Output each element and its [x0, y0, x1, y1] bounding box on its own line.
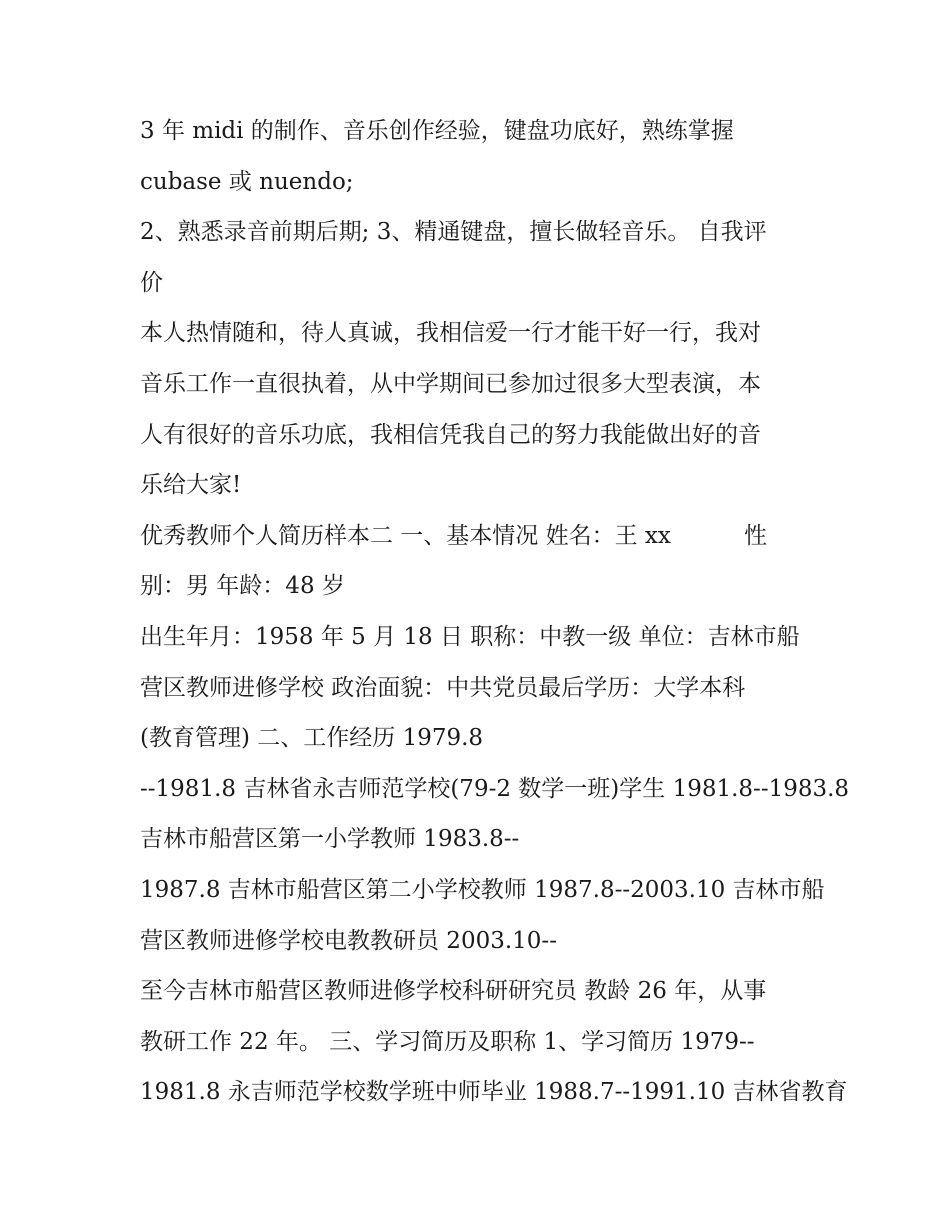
- text-line: 音乐工作一直很执着，从中学期间已参加过很多大型表演，本: [140, 370, 761, 397]
- text-line: 优秀教师个人简历样本二 一、基本情况 姓名：王 xx 性: [140, 522, 767, 549]
- text-line: 出生年月：1958 年 5 月 18 日 职称：中教一级 单位：吉林市船: [140, 623, 800, 650]
- text-line: 营区教师进修学校 政治面貌：中共党员最后学历：大学本科: [140, 674, 746, 701]
- text-line: 吉林市船营区第一小学教师 1983.8--: [140, 826, 520, 853]
- text-line: 本人热情随和，待人真诚，我相信爱一行才能干好一行，我对: [140, 320, 761, 347]
- text-line: 教研工作 22 年。 三、学习简历及职称 1、学习简历 1979--: [140, 1028, 755, 1055]
- text-line: 人有很好的音乐功底，我相信凭我自己的努力我能做出好的音: [140, 421, 761, 448]
- text-line: 3 年 midi 的制作、音乐创作经验，键盘功底好，熟练掌握: [140, 118, 734, 144]
- text-line: 至今吉林市船营区教师进修学校科研研究员 教龄 26 年，从事: [140, 978, 767, 1005]
- text-line: (教育管理) 二、工作经历 1979.8: [140, 725, 484, 752]
- text-line: 乐给大家!: [140, 472, 242, 499]
- text-line: 价: [140, 269, 163, 296]
- document-body: [140, 106, 850, 1118]
- text-line: 别：男 年龄：48 岁: [140, 573, 345, 600]
- text-line: 1987.8 吉林市船营区第二小学校教师 1987.8--2003.10 吉林市船: [140, 876, 825, 903]
- text-line: 营区教师进修学校电教教研员 2003.10--: [140, 927, 557, 954]
- text-line: 2、熟悉录音前期后期; 3、精通键盘，擅长做轻音乐。 自我评: [140, 219, 767, 246]
- text-line: --1981.8 吉林省永吉师范学校(79-2 数学一班)学生 1981.8--1983.8: [140, 775, 850, 802]
- text-line: 1981.8 永吉师范学校数学班中师毕业 1988.7--1991.10 吉林省教育: [140, 1079, 848, 1106]
- text-line: cubase 或 nuendo;: [140, 168, 354, 195]
